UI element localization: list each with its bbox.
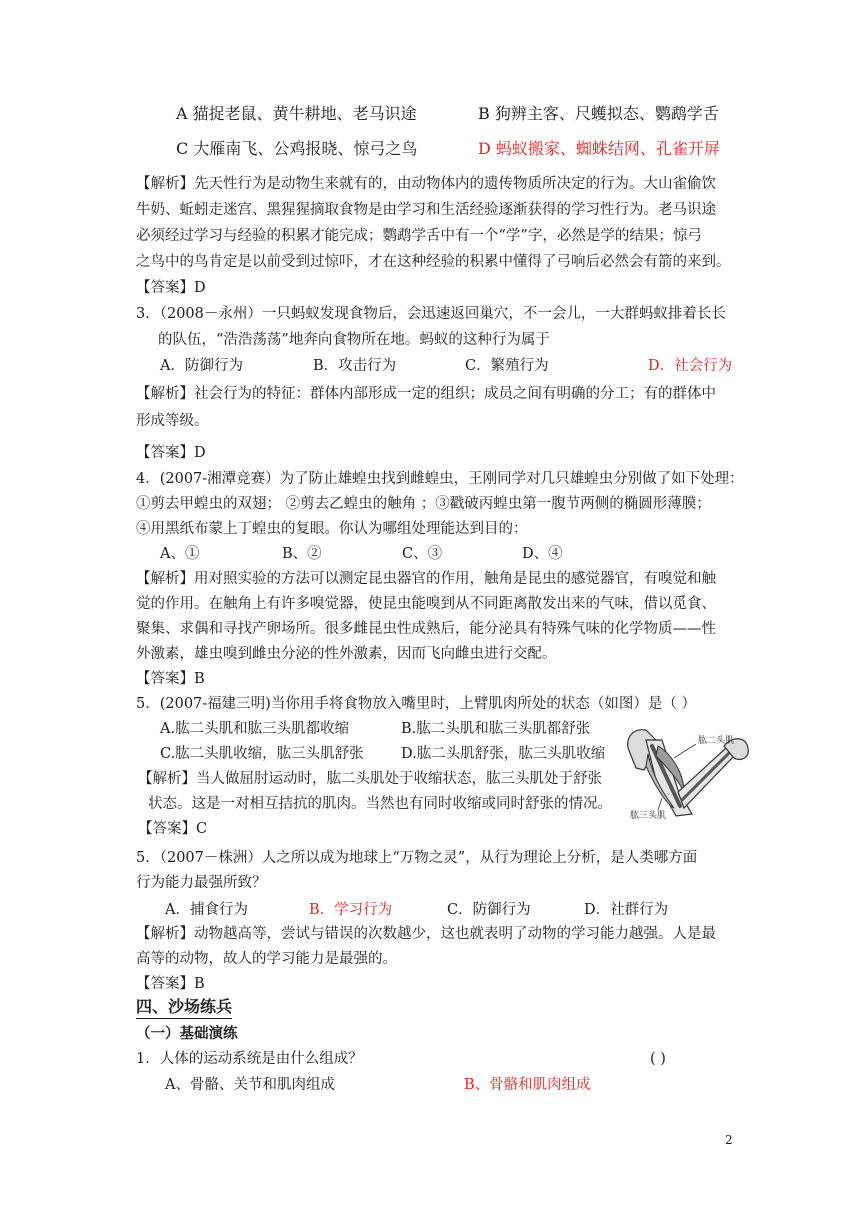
q-prev-answer: 【答案】D: [136, 280, 206, 296]
q5b-analysis-line-2: 高等的动物，故人的学习能力是最强的。: [136, 951, 397, 967]
q3-analysis-line-2: 形成等级。: [136, 413, 209, 429]
q5b-option-c: C．防御行为: [447, 902, 531, 918]
q5b-option-d: D．社群行为: [584, 902, 669, 918]
q5a-analysis-line-2: 状态。这是一对相互拮抗的肌肉。当然也有同时收缩或同时舒张的情况。: [148, 796, 612, 812]
q4-option-c: C、③: [402, 546, 443, 562]
q4-stem-line-1: 4．(2007-湘潭竞赛）为了防止雄蝗虫找到雌蝗虫，王刚同学对几只雄蝗虫分别做了如下处理：: [136, 471, 744, 487]
page-number: 2: [725, 1133, 733, 1147]
arm-muscle-illustration: [622, 710, 754, 822]
q3-stem-line-1: 3．（2008－永州）一只蚂蚁发现食物后，会迅速返回巢穴，不一会儿，一大群蚂蚁排着长长: [136, 306, 726, 322]
q-prev-analysis-line-3: 必须经过学习与经验的积累才能完成；鹦鹉学舌中有一个“学”字，必然是学的结果；惊弓: [136, 228, 702, 244]
triceps-label: 肱三头肌: [630, 811, 667, 821]
q1-option-a: A、骨骼、关节和肌肉组成: [165, 1077, 335, 1093]
q-prev-option-d: D 蚂蚁搬家、蜘蛛结网、孔雀开屏: [478, 139, 720, 158]
arm-muscle-figure: [622, 710, 754, 822]
q-prev-option-b: B 狗辨主客、尺蠖拟态、鹦鹉学舌: [478, 104, 719, 123]
q5a-answer: 【答案】C: [138, 821, 208, 837]
biceps-label: 肱二头肌: [698, 736, 735, 746]
q3-option-c: C．繁殖行为: [465, 358, 549, 374]
q5b-analysis-line-1: 【解析】动物越高等，尝试与错误的次数越少，这也就表明了动物的学习能力越强。人是最: [136, 926, 716, 942]
q3-option-d: D．社会行为: [648, 358, 733, 374]
q4-analysis-line-4: 外激素，雄虫嗅到雌虫分泌的性外激素，因而飞向雌虫进行交配。: [136, 646, 557, 662]
q1-option-b: B、骨骼和肌肉组成: [464, 1077, 591, 1093]
q5b-stem-line-2: 行为能力最强所致？: [136, 875, 267, 891]
q5a-stem: 5．(2007-福建三明)当你用手将食物放入嘴里时，上臂肌肉所处的状态（如图）是（ ）: [136, 696, 696, 712]
q-prev-analysis-line-2: 牛奶、蚯蚓走迷宫、黑猩猩摘取食物是由学习和生活经验逐渐获得的学习性行为。老马识途: [136, 202, 716, 218]
q3-option-a: A．防御行为: [160, 358, 243, 374]
q4-stem-line-2: ①剪去甲蝗虫的双翅； ②剪去乙蝗虫的触角 ；③戳破丙蝗虫第一腹节两侧的椭圆形薄膜；: [136, 496, 711, 512]
q-prev-option-a: A 猫捉老鼠、黄牛耕地、老马识途: [176, 104, 417, 123]
q1-answer-paren: ( ): [650, 1051, 666, 1067]
q4-analysis-line-1: 【解析】用对照实验的方法可以测定昆虫器官的作用，触角是昆虫的感觉器官，有嗅觉和触: [136, 571, 716, 587]
q4-option-b: B、②: [282, 546, 322, 562]
q5a-option-a: A.肱二头肌和肱三头肌都收缩: [160, 721, 350, 737]
q4-option-d: D、④: [522, 546, 563, 562]
q5b-stem-line-1: 5．（2007－株洲）人之所以成为地球上“万物之灵”，从行为理论上分析，是人类哪方面: [136, 850, 698, 866]
q5b-option-a: A．捕食行为: [165, 902, 248, 918]
q5a-option-b: B.肱二头肌和肱三头肌都舒张: [401, 721, 591, 737]
q5b-option-b: B．学习行为: [309, 902, 393, 918]
q-prev-analysis-line-4: 之鸟中的鸟肯定是以前受到过惊吓，才在这种经验的积累中懂得了弓响后必然会有箭的来到。: [136, 254, 731, 270]
section-title: 四、沙场练兵: [136, 997, 232, 1019]
q-prev-option-c: C 大雁南飞、公鸡报晓、惊弓之鸟: [176, 139, 418, 158]
q4-option-a: A、①: [160, 546, 200, 562]
q3-answer: 【答案】D: [136, 445, 206, 461]
q5a-option-d: D.肱二头肌舒张，肱三头肌收缩: [401, 746, 606, 762]
q3-option-b: B．攻击行为: [313, 358, 397, 374]
q4-analysis-line-3: 聚集、求偶和寻找产卵场所。很多雌昆虫性成熟后，能分泌具有特殊气味的化学物质——性: [136, 621, 716, 637]
q5b-answer: 【答案】B: [136, 976, 205, 992]
q4-stem-line-3: ④用黑纸布蒙上丁蝗虫的复眼。你认为哪组处理能达到目的：: [136, 521, 528, 537]
section-subtitle: （一）基础演练: [136, 1025, 238, 1042]
q4-answer: 【答案】B: [136, 671, 205, 687]
q3-stem-line-2: 的队伍，“浩浩荡荡”地奔向食物所在地。蚂蚁的这种行为属于: [158, 332, 550, 348]
q4-analysis-line-2: 觉的作用。在触角上有许多嗅觉器，使昆虫能嗅到从不同距离散发出来的气味，借以觅食、: [136, 596, 716, 612]
q1-stem: 1．人体的运动系统是由什么组成？: [136, 1051, 363, 1067]
q5a-analysis-line-1: 【解析】当人做屈肘运动时，肱二头肌处于收缩状态，肱三头肌处于舒张: [138, 771, 602, 787]
q-prev-analysis-line-1: 【解析】先天性行为是动物生来就有的，由动物体内的遗传物质所决定的行为。大山雀偷饮: [136, 176, 716, 192]
q5a-option-c: C.肱二头肌收缩，肱三头肌舒张: [160, 746, 364, 762]
q3-analysis-line-1: 【解析】社会行为的特征：群体内部形成一定的组织；成员之间有明确的分工；有的群体中: [136, 386, 716, 402]
